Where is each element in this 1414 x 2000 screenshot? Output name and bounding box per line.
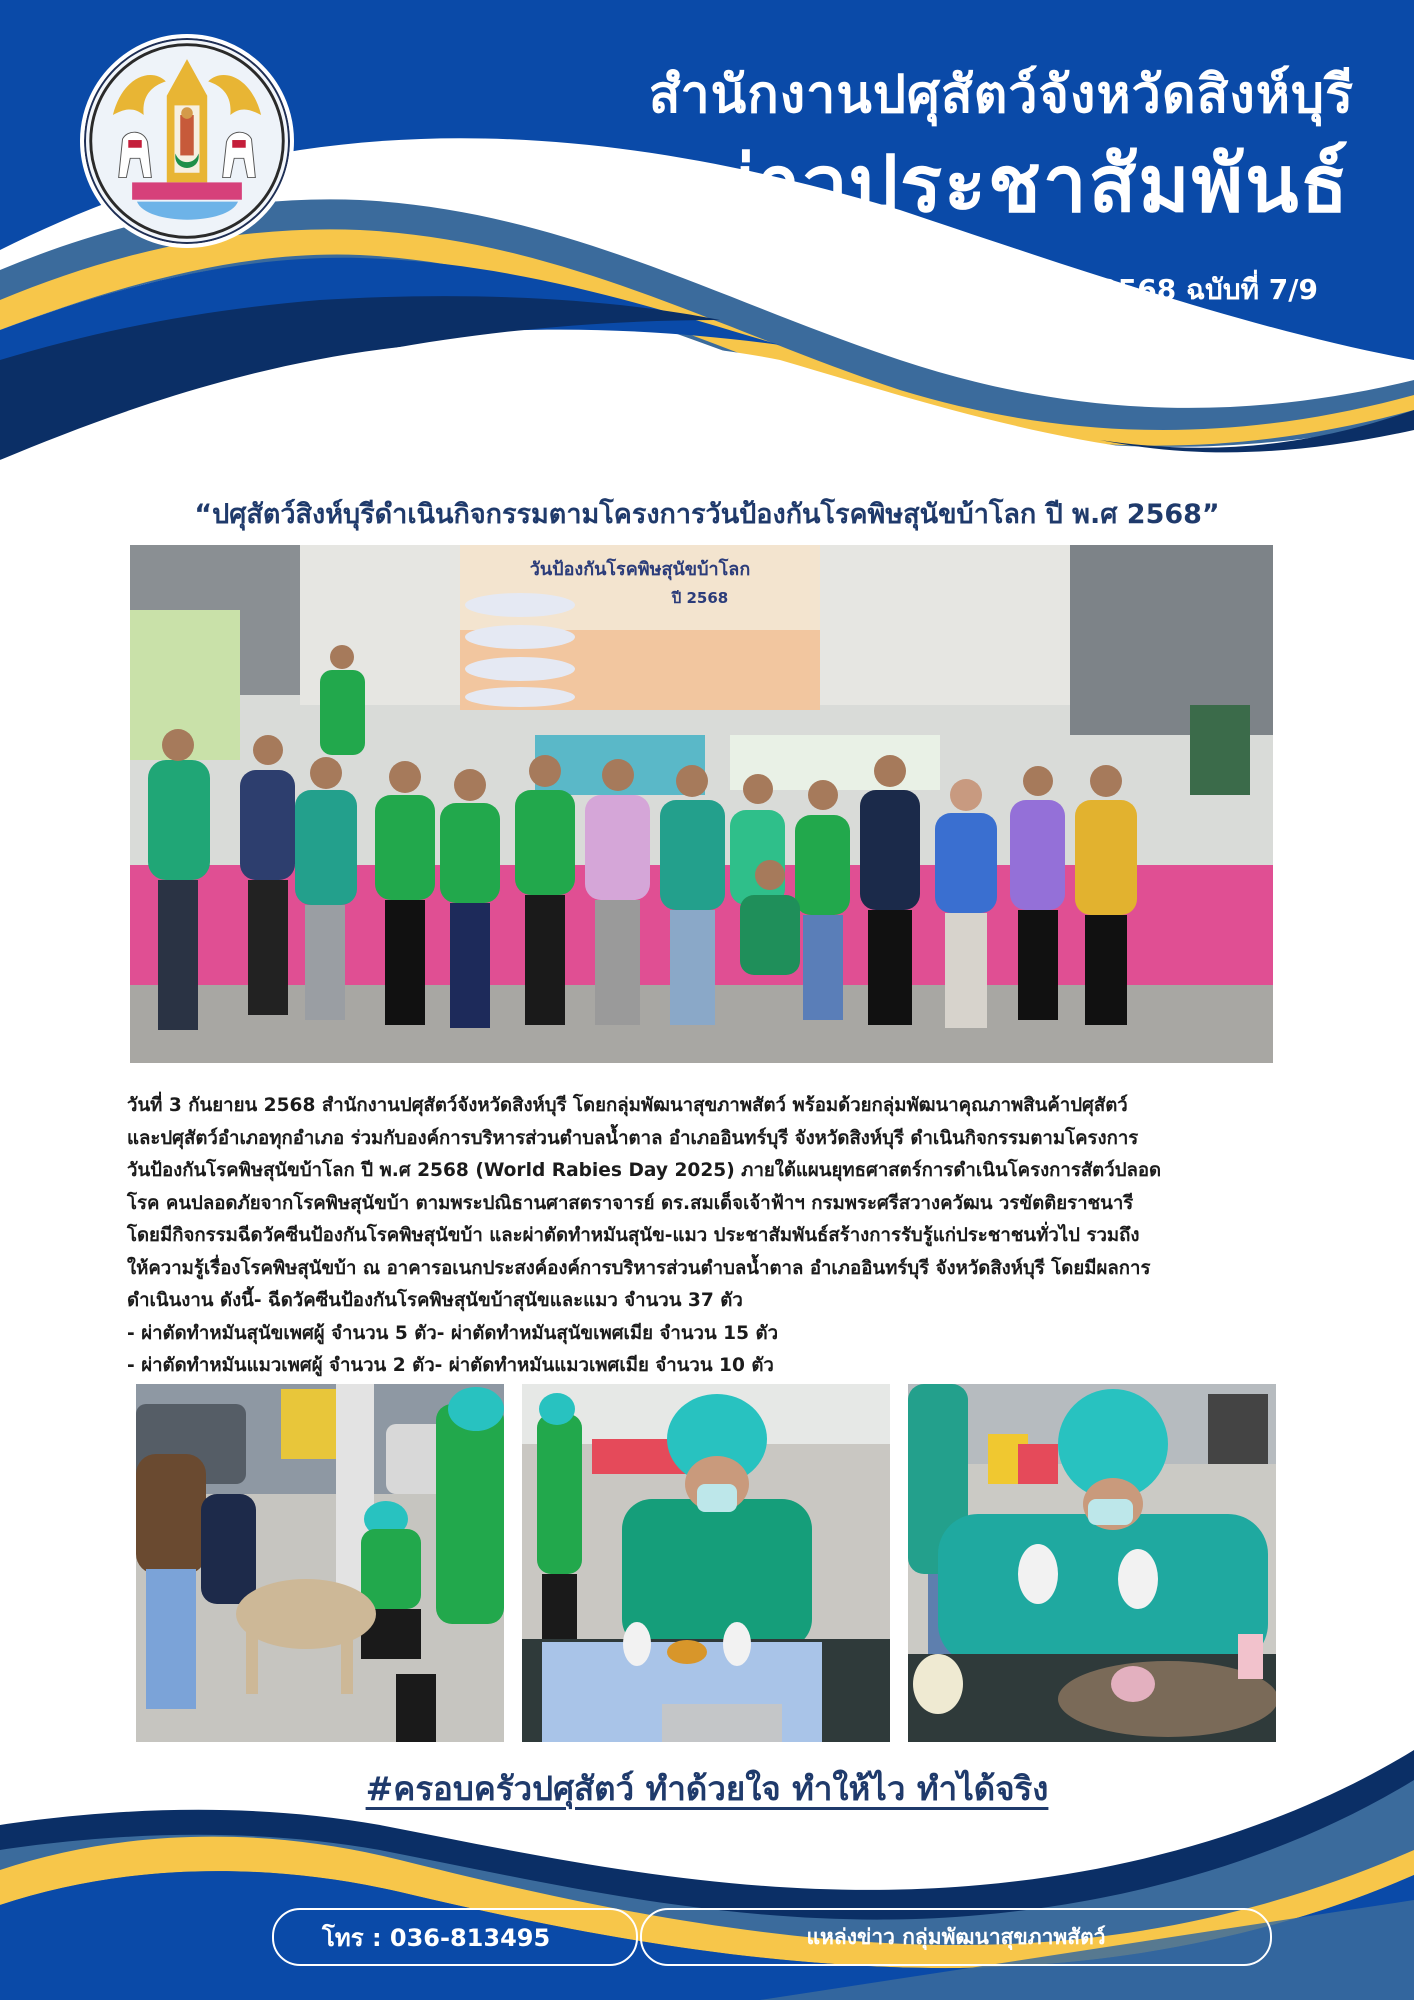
- result-line: - ผ่าตัดทำหมันแมวเพศผู้ จำนวน 2 ตัว- ผ่าตัดทำหมันแมวเพศเมีย จำนวน 10 ตัว: [127, 1355, 774, 1376]
- article-line: และปศุสัตว์อำเภอทุกอำเภอ ร่วมกับองค์การบริหารส่วนตำบลน้ำตาล อำเภออินทร์บุรี จังหวัดสิงห์บุรี ดำเนินกิจกรรมตามโครงการ: [127, 1127, 1139, 1149]
- main-group-photo: [130, 545, 1273, 1063]
- article-line: ดำเนินงาน ดังนี้- ฉีดวัคซีนป้องกันโรคพิษสุนัขบ้าสุนัขและแมว จำนวน 37 ตัว: [127, 1290, 743, 1311]
- surgery-dog-image: [522, 1384, 890, 1742]
- article-line: โดยมีกิจกรรมฉีดวัคซีนป้องกันโรคพิษสุนัขบ้า และผ่าตัดทำหมันสุนัข-แมว ประชาสัมพันธ์สร้างการรับรู้แก่ประชาชนทั่วไป รวมถึง: [127, 1225, 1140, 1246]
- organization-name: สำนักงานปศุสัตว์จังหวัดสิงห์บุรี: [648, 65, 1354, 125]
- photo-surgery-dog: [522, 1384, 890, 1742]
- article-line: ให้ความรู้เรื่องโรคพิษสุนัขบ้า ณ อาคารอเนกประสงค์องค์การบริหารส่วนตำบลน้ำตาล อำเภออินทร์บุรี จังหวัดสิงห์บุรี โดยมีผลการ: [127, 1257, 1151, 1279]
- result-line: - ผ่าตัดทำหมันสุนัขเพศผู้ จำนวน 5 ตัว- ผ่าตัดทำหมันสุนัขเพศเมีย จำนวน 15 ตัว: [127, 1322, 779, 1344]
- banner-year: ปี 2568: [671, 589, 729, 607]
- news-source: แหล่งข่าว กลุ่มพัฒนาสุขภาพสัตว์: [640, 1908, 1272, 1966]
- emblem-icon: [84, 38, 290, 244]
- article-line: โรค คนปลอดภัยจากโรคพิษสุนัขบ้า ตามพระปณิธานศาสตราจารย์ ดร.สมเด็จเจ้าฟ้าฯ กรมพระศรีสวางควัฒน วรขัตติยราชนารี: [127, 1192, 1134, 1214]
- dog-vaccination-image: [136, 1384, 504, 1742]
- article-headline: “ปศุสัตว์สิงห์บุรีดำเนินกิจกรรมตามโครงการวันป้องกันโรคพิษสุนัขบ้าโลก ปี พ.ศ 2568”: [194, 499, 1220, 530]
- article-line: วันป้องกันโรคพิษสุนัขบ้าโลก ปี พ.ศ 2568 (World Rabies Day 2025) ภายใต้แผนยุทธศาสตร์การดำเนินโครงการสัตว์ปลอด: [127, 1160, 1162, 1181]
- contact-phone: โทร : 036-813495: [272, 1908, 638, 1966]
- department-emblem-logo: [80, 34, 294, 248]
- photo-surgery-cat: [908, 1384, 1276, 1742]
- group-photo-image: [130, 545, 1273, 1063]
- activity-photo-row: [136, 1384, 1280, 1742]
- issue-date-and-number: ประจำเดือน กันยายน 2568 ฉบับที่ 7/9: [831, 273, 1318, 306]
- article-body: [127, 1090, 1297, 1383]
- article-line: วันที่ 3 กันยายน 2568 สำนักงานปศุสัตว์จังหวัดสิงห์บุรี โดยกลุ่มพัฒนาสุขภาพสัตว์ พร้อมด้วยกลุ่มพัฒนาคุณภาพสินค้าปศุสัตว์: [127, 1095, 1128, 1116]
- campaign-slogan-hashtag: #ครอบครัวปศุสัตว์ ทำด้วยใจ ทำให้ไว ทำได้จริง: [365, 1769, 1049, 1808]
- surgery-cat-image: [908, 1384, 1276, 1742]
- banner-title: วันป้องกันโรคพิษสุนัขบ้าโลก: [529, 559, 751, 580]
- newsletter-title: ข่าวประชาสัมพันธ์: [701, 140, 1350, 230]
- photo-dog-vaccination: [136, 1384, 504, 1742]
